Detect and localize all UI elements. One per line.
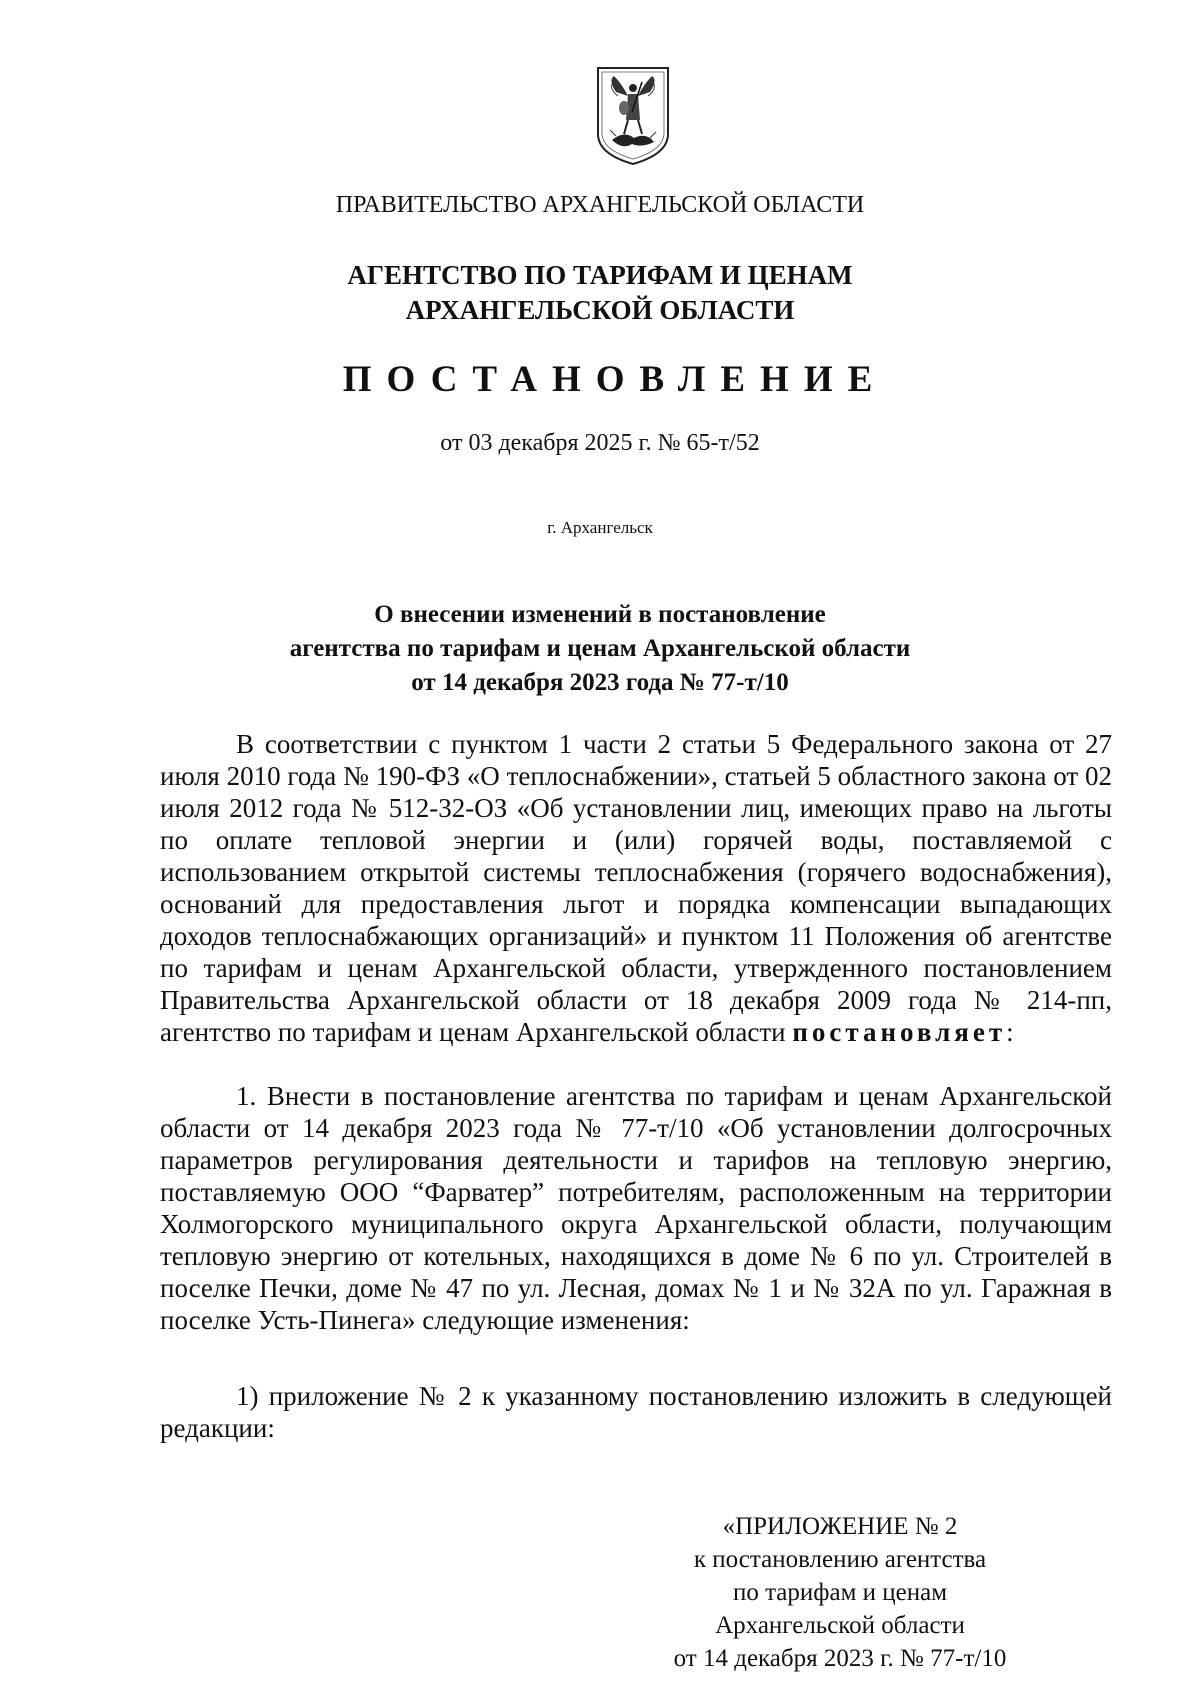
annex-line5: от 14 декабря 2023 г. № 77-т/10	[673, 1645, 1007, 1672]
annex-line1: «ПРИЛОЖЕНИЕ № 2	[722, 1513, 958, 1540]
subject-line2: агентства по тарифам и ценам Архангельской области	[289, 635, 911, 662]
coat-of-arms-icon	[594, 62, 672, 168]
annex-line2: к постановлению агентства	[693, 1546, 987, 1573]
item-1-paragraph: 1. Внести в постановление агентства по тарифам и ценам Архангельской области от 14 декабря 2023 года № 77-т/10 «Об установлении долгосрочных параметров регулирования деятельности и тарифов на тепловую энергию, поставляемую ООО “Фарватер” потребителям, расположенным на территории Холмогорского муниципального округа Архангельской области, получающим тепловую энергию от котельных, находящихся в доме № 6 по ул. Строителей в поселке Печки, доме № 47 по ул. Лесная, домах № 1 и № 32А по ул. Гаражная в поселке Усть-Пинега» следующие изменения:	[160, 1081, 1112, 1335]
document-type: ПОСТАНОВЛЕНИЕ	[342, 359, 888, 400]
document-city: г. Архангельск	[547, 518, 653, 537]
annex-line3: по тарифам и ценам	[732, 1579, 948, 1606]
annex-line4: Архангельской области	[715, 1612, 965, 1639]
preamble-paragraph	[160, 728, 1112, 1048]
resolves-colon: :	[1006, 1017, 1014, 1047]
resolves-word: постановляет	[792, 1017, 1007, 1047]
subitem-1-paragraph: 1) приложение № 2 к указанному постановлению изложить в следующей редакции:	[160, 1381, 1112, 1443]
annex-header	[640, 1510, 1040, 1675]
agency-title-line1: АГЕНТСТВО ПО ТАРИФАМ И ЦЕНАМ	[347, 260, 853, 290]
subject-title	[0, 598, 1200, 700]
subject-line1: О внесении изменений в постановление	[374, 601, 826, 628]
government-title: ПРАВИТЕЛЬСТВО АРХАНГЕЛЬСКОЙ ОБЛАСТИ	[335, 192, 865, 218]
preamble-text: В соответствии с пунктом 1 части 2 статьи 5 Федерального закона от 27 июля 2010 года № 190-ФЗ «О теплоснабжении», статьей 5 областного закона от 02 июля 2012 года № 512-32-ОЗ «Об установлении лиц, имеющих право на льготы по оплате тепловой энергии и (или) горячей воды, поставляемой с использованием открытой системы теплоснабжения (горячего водоснабжения), оснований для предоставления льгот и порядка компенсации выпадающих доходов теплоснабжающих организаций» и пунктом 11 Положения об агентстве по тарифам и ценам Архангельской области, утвержденного постановлением Правительства Архангельской области от 18 декабря 2009 года № 214-пп, агентство по тарифам и ценам Архангельской области	[160, 729, 1112, 1047]
document-date-number: от 03 декабря 2025 г. № 65-т/52	[440, 430, 760, 456]
agency-title	[0, 258, 1200, 328]
agency-title-line2: АРХАНГЕЛЬСКОЙ ОБЛАСТИ	[405, 295, 795, 325]
subject-line3: от 14 декабря 2023 года № 77-т/10	[411, 669, 789, 696]
